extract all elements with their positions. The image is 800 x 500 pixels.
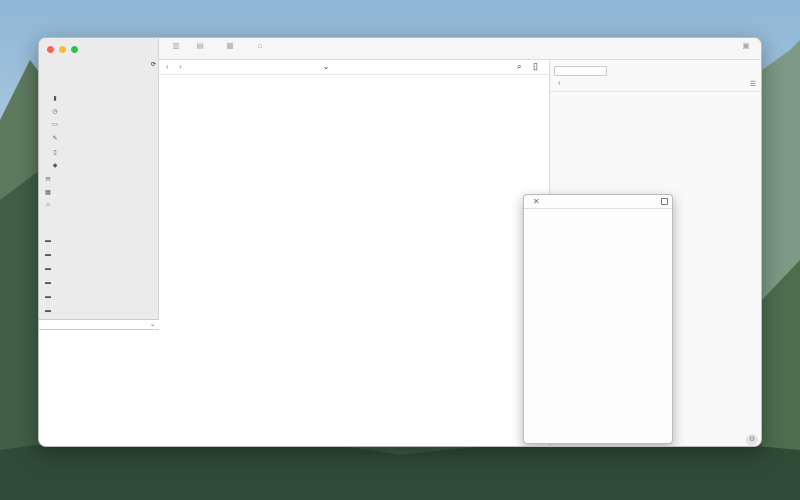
ribbon-icon: ▮: [53, 95, 57, 102]
study-tabs: [554, 66, 760, 76]
popover-header: [524, 195, 673, 209]
tab-resource-guide[interactable]: [554, 66, 607, 76]
sidebar-item-book-ribbons[interactable]: [51, 92, 163, 104]
calendar-icon: ▦: [45, 189, 51, 196]
reading-pane: [159, 60, 549, 447]
book-icon: ▬: [45, 266, 51, 272]
message-icon: ✉: [45, 176, 51, 183]
sidebar-item-saved-passages[interactable]: [51, 146, 163, 158]
close-icon[interactable]: ✕: [533, 197, 540, 206]
library-icon: ▤: [196, 41, 204, 50]
toolbar: [159, 38, 762, 60]
list-icon[interactable]: ☰: [749, 81, 756, 88]
sync-button[interactable]: [151, 61, 156, 68]
tag-icon: ◆: [52, 162, 58, 169]
book-icon: ▬: [45, 238, 51, 244]
reading-plans-button[interactable]: [215, 41, 245, 50]
bookmark-icon: ▯: [53, 149, 57, 156]
search-icon[interactable]: ⌕: [517, 62, 522, 71]
tab-parallel[interactable]: [607, 66, 658, 76]
bible-text: [197, 84, 504, 114]
settings-icon[interactable]: ⚙: [746, 434, 758, 446]
sync-icon: ⟳: [150, 61, 156, 68]
bookmark-icon[interactable]: ▯: [533, 61, 538, 71]
book-icon: ▬: [45, 308, 51, 314]
sidebar-item-notes[interactable]: [51, 118, 163, 130]
sidebar-item-reading-history[interactable]: [51, 105, 163, 117]
recent-item[interactable]: [44, 291, 156, 303]
study-note-text: [569, 98, 749, 101]
chevron-down-icon[interactable]: ⌄: [149, 322, 155, 328]
reading-plans-icon: ▦: [226, 41, 234, 50]
quick-details-panel: [39, 330, 159, 447]
minimize-window-button[interactable]: [59, 46, 66, 53]
recent-item[interactable]: [44, 277, 156, 289]
popover-body: [546, 214, 664, 217]
passage-text: [197, 86, 504, 104]
sidebar: [39, 38, 159, 447]
forward-arrow-icon[interactable]: ›: [179, 62, 182, 71]
library-button[interactable]: [185, 41, 215, 50]
study-button[interactable]: [731, 41, 761, 50]
recent-item[interactable]: [44, 263, 156, 275]
study-panel-header: [550, 78, 762, 92]
chevron-down-icon: ⌄: [323, 62, 330, 71]
window-controls: [47, 46, 78, 53]
book-icon: ▬: [45, 280, 51, 286]
sidebar-item-store[interactable]: [44, 199, 156, 211]
zoom-window-button[interactable]: [71, 46, 78, 53]
recent-item[interactable]: [44, 305, 156, 317]
close-window-button[interactable]: [47, 46, 54, 53]
recent-item[interactable]: [44, 235, 156, 247]
tab-search[interactable]: [709, 66, 760, 76]
sidebar-item-messages[interactable]: [44, 173, 156, 185]
back-arrow-icon[interactable]: ‹: [558, 80, 561, 87]
note-icon: ▭: [52, 121, 58, 128]
quick-details-bar[interactable]: [39, 319, 159, 330]
back-arrow-icon[interactable]: ‹: [166, 62, 169, 71]
sidebar-item-tags[interactable]: [51, 159, 163, 171]
sidebar-icon: ▥: [172, 41, 180, 50]
store-icon: ⌂: [257, 41, 263, 50]
recent-item[interactable]: [44, 249, 156, 261]
store-button[interactable]: [245, 41, 275, 50]
passage-reference-selector[interactable]: [323, 62, 329, 71]
highlighter-icon: ✎: [52, 135, 58, 142]
sidebar-item-verse-of-the-day[interactable]: [44, 186, 156, 198]
reader-nav-bar: [159, 60, 549, 75]
app-window: [38, 37, 762, 447]
sidebar-item-highlights[interactable]: [51, 132, 163, 144]
clock-icon: ◷: [52, 108, 58, 115]
study-panel-icon: ▣: [742, 41, 750, 50]
tab-notes[interactable]: [658, 66, 709, 76]
expand-icon[interactable]: [661, 198, 668, 205]
book-icon: ▬: [45, 252, 51, 258]
passage-popover: [523, 194, 673, 444]
book-icon: ▬: [45, 294, 51, 300]
store-icon: ⌂: [46, 202, 50, 208]
